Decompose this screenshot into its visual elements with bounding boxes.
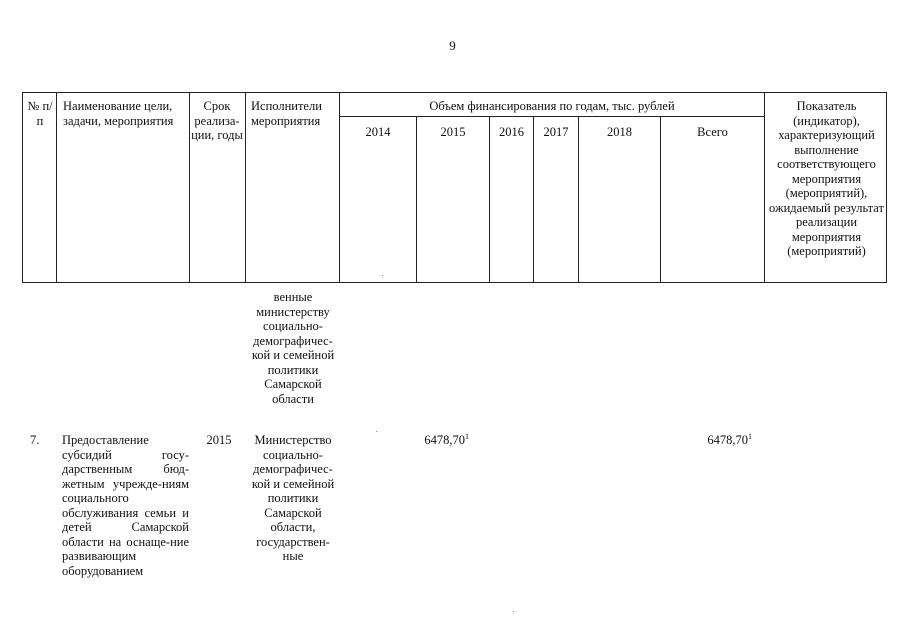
row-7-executor: Министерство социально-демографичес-кой и семейной политики Самарской области, государствен-ные	[251, 433, 335, 563]
executor-continuation: венные министерству социально-демографичес-кой и семейной политики Самарской области	[251, 290, 335, 406]
year-2015-header: 2015	[440, 125, 466, 139]
funding-subheader-line	[339, 116, 764, 117]
row-7-number: 7.	[30, 433, 40, 447]
scan-speck	[376, 431, 377, 432]
col-divider	[189, 93, 190, 282]
row-7-term: 2015	[206, 433, 232, 447]
col-executor-header: Исполнители мероприятия	[251, 99, 322, 128]
row-7-name: Предоставление субсидий госу-дарственным бюд-жетным учрежде-ниям социального обслуживания семьи и детей Самарской области на оснаще-ние развивающим оборудованием	[62, 433, 189, 578]
year-2014-header: 2014	[365, 125, 391, 139]
col-divider	[764, 93, 765, 282]
scan-speck	[382, 275, 383, 276]
row-7-funding-2015-footnote: 1	[465, 431, 469, 441]
col-divider	[339, 93, 340, 282]
row-7-total-value: 6478,70	[707, 433, 748, 447]
page-number: 9	[449, 38, 456, 53]
year-divider	[660, 116, 661, 282]
total-header: Всего	[697, 125, 728, 139]
col-num-header: № п/п	[27, 99, 53, 128]
year-2016-header: 2016	[499, 125, 524, 139]
year-2017-header: 2017	[543, 125, 569, 139]
row-7-funding-2015	[395, 433, 469, 448]
year-divider	[578, 116, 579, 282]
col-divider	[245, 93, 246, 282]
row-7-funding-2015-value: 6478,70	[424, 433, 465, 447]
col-divider	[56, 93, 57, 282]
row-7-total-footnote: 1	[748, 431, 752, 441]
col-funding-header: Объем финансирования по годам, тыс. рублей	[429, 99, 675, 113]
col-indicator-header: Показатель (индикатор), характеризующий выполнение соответствующего мероприятия (мероприятий), ожидаемый результат реализации мероприятия (мероприятий)	[769, 99, 884, 258]
table-header	[22, 92, 887, 283]
year-2018-header: 2018	[607, 125, 632, 139]
row-7-total	[660, 433, 752, 448]
year-divider	[416, 116, 417, 282]
col-term-header: Срок реализа-ции, годы	[191, 99, 243, 142]
scan-speck	[513, 611, 514, 612]
year-divider	[489, 116, 490, 282]
col-name-header: Наименование цели, задачи, мероприятия	[63, 99, 174, 128]
year-divider	[533, 116, 534, 282]
